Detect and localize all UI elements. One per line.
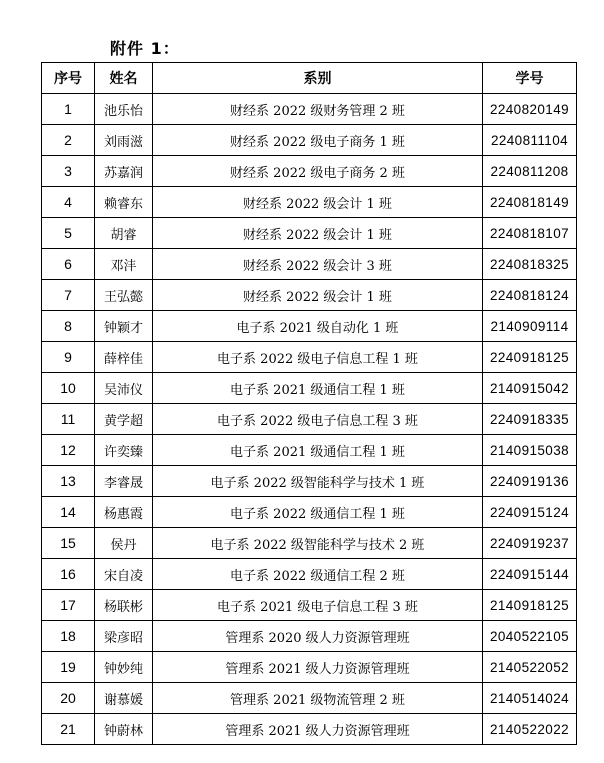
cell-name: 苏嘉润 bbox=[95, 156, 153, 187]
table-row bbox=[42, 652, 577, 683]
cell-student-id: 2140918125 bbox=[483, 590, 577, 621]
cell-name: 黄学超 bbox=[95, 404, 153, 435]
cell-department: 电子系 2022 级电子信息工程 3 班 bbox=[153, 404, 483, 435]
cell-seq: 17 bbox=[42, 590, 95, 621]
cell-name: 许奕臻 bbox=[95, 435, 153, 466]
cell-seq: 21 bbox=[42, 714, 95, 745]
cell-seq: 2 bbox=[42, 125, 95, 156]
cell-student-id: 2140522022 bbox=[483, 714, 577, 745]
cell-seq: 12 bbox=[42, 435, 95, 466]
table-row bbox=[42, 714, 577, 745]
table-row bbox=[42, 156, 577, 187]
cell-seq: 15 bbox=[42, 528, 95, 559]
cell-seq: 11 bbox=[42, 404, 95, 435]
cell-name: 杨联彬 bbox=[95, 590, 153, 621]
cell-department: 财经系 2022 级会计 1 班 bbox=[153, 218, 483, 249]
attachment-label: 附件 1： bbox=[110, 39, 180, 58]
cell-department: 电子系 2021 级通信工程 1 班 bbox=[153, 373, 483, 404]
cell-seq: 9 bbox=[42, 342, 95, 373]
cell-name: 邓沣 bbox=[95, 249, 153, 280]
cell-seq: 8 bbox=[42, 311, 95, 342]
cell-name: 杨惠霞 bbox=[95, 497, 153, 528]
cell-department: 管理系 2020 级人力资源管理班 bbox=[153, 621, 483, 652]
table-row bbox=[42, 249, 577, 280]
header-name: 姓名 bbox=[95, 63, 153, 94]
cell-student-id: 2140915038 bbox=[483, 435, 577, 466]
cell-seq: 18 bbox=[42, 621, 95, 652]
cell-name: 王弘懿 bbox=[95, 280, 153, 311]
table-row bbox=[42, 218, 577, 249]
cell-student-id: 2240919136 bbox=[483, 466, 577, 497]
cell-name: 谢慕媛 bbox=[95, 683, 153, 714]
cell-department: 电子系 2022 级通信工程 2 班 bbox=[153, 559, 483, 590]
cell-name: 钟妙纯 bbox=[95, 652, 153, 683]
cell-seq: 16 bbox=[42, 559, 95, 590]
cell-student-id: 2040522105 bbox=[483, 621, 577, 652]
cell-name: 梁彦昭 bbox=[95, 621, 153, 652]
table-row bbox=[42, 94, 577, 125]
cell-student-id: 2240918125 bbox=[483, 342, 577, 373]
cell-department: 电子系 2021 级通信工程 1 班 bbox=[153, 435, 483, 466]
cell-department: 管理系 2021 级人力资源管理班 bbox=[153, 652, 483, 683]
cell-name: 李睿晟 bbox=[95, 466, 153, 497]
cell-department: 电子系 2021 级电子信息工程 3 班 bbox=[153, 590, 483, 621]
cell-student-id: 2240915124 bbox=[483, 497, 577, 528]
cell-name: 吴沛仪 bbox=[95, 373, 153, 404]
cell-student-id: 2240811208 bbox=[483, 156, 577, 187]
cell-department: 财经系 2022 级电子商务 1 班 bbox=[153, 125, 483, 156]
cell-seq: 13 bbox=[42, 466, 95, 497]
cell-student-id: 2140514024 bbox=[483, 683, 577, 714]
cell-name: 宋自凌 bbox=[95, 559, 153, 590]
cell-seq: 6 bbox=[42, 249, 95, 280]
cell-student-id: 2240818107 bbox=[483, 218, 577, 249]
table-row bbox=[42, 187, 577, 218]
table-row bbox=[42, 435, 577, 466]
cell-seq: 3 bbox=[42, 156, 95, 187]
cell-seq: 4 bbox=[42, 187, 95, 218]
cell-department: 电子系 2022 级智能科学与技术 2 班 bbox=[153, 528, 483, 559]
table-row bbox=[42, 590, 577, 621]
cell-seq: 20 bbox=[42, 683, 95, 714]
cell-department: 管理系 2021 级物流管理 2 班 bbox=[153, 683, 483, 714]
cell-department: 财经系 2022 级会计 1 班 bbox=[153, 187, 483, 218]
cell-department: 管理系 2021 级人力资源管理班 bbox=[153, 714, 483, 745]
cell-department: 财经系 2022 级财务管理 2 班 bbox=[153, 94, 483, 125]
table-row bbox=[42, 280, 577, 311]
cell-name: 池乐怡 bbox=[95, 94, 153, 125]
table-row bbox=[42, 466, 577, 497]
cell-seq: 7 bbox=[42, 280, 95, 311]
cell-student-id: 2240915144 bbox=[483, 559, 577, 590]
cell-seq: 10 bbox=[42, 373, 95, 404]
cell-department: 财经系 2022 级会计 3 班 bbox=[153, 249, 483, 280]
table-header-row bbox=[42, 63, 577, 94]
cell-student-id: 2240818149 bbox=[483, 187, 577, 218]
cell-department: 电子系 2022 级电子信息工程 1 班 bbox=[153, 342, 483, 373]
cell-student-id: 2240818124 bbox=[483, 280, 577, 311]
table-row bbox=[42, 621, 577, 652]
table-row bbox=[42, 125, 577, 156]
cell-seq: 1 bbox=[42, 94, 95, 125]
cell-student-id: 2240820149 bbox=[483, 94, 577, 125]
cell-department: 财经系 2022 级电子商务 2 班 bbox=[153, 156, 483, 187]
table-row bbox=[42, 342, 577, 373]
cell-student-id: 2240919237 bbox=[483, 528, 577, 559]
table-body bbox=[42, 94, 577, 745]
cell-student-id: 2240818325 bbox=[483, 249, 577, 280]
header-seq: 序号 bbox=[42, 63, 95, 94]
cell-seq: 5 bbox=[42, 218, 95, 249]
cell-name: 钟蔚林 bbox=[95, 714, 153, 745]
cell-seq: 19 bbox=[42, 652, 95, 683]
student-roster-table bbox=[41, 62, 577, 745]
table-row bbox=[42, 683, 577, 714]
cell-name: 侯丹 bbox=[95, 528, 153, 559]
cell-name: 赖睿东 bbox=[95, 187, 153, 218]
header-department: 系别 bbox=[153, 63, 483, 94]
cell-department: 电子系 2022 级智能科学与技术 1 班 bbox=[153, 466, 483, 497]
cell-name: 钟颖才 bbox=[95, 311, 153, 342]
table-row bbox=[42, 528, 577, 559]
cell-student-id: 2140909114 bbox=[483, 311, 577, 342]
cell-student-id: 2240811104 bbox=[483, 125, 577, 156]
table-row bbox=[42, 373, 577, 404]
table-row bbox=[42, 559, 577, 590]
cell-department: 电子系 2022 级通信工程 1 班 bbox=[153, 497, 483, 528]
cell-name: 胡睿 bbox=[95, 218, 153, 249]
table-row bbox=[42, 311, 577, 342]
cell-student-id: 2140915042 bbox=[483, 373, 577, 404]
table-row bbox=[42, 497, 577, 528]
cell-department: 电子系 2021 级自动化 1 班 bbox=[153, 311, 483, 342]
cell-name: 刘雨滋 bbox=[95, 125, 153, 156]
cell-name: 薛梓佳 bbox=[95, 342, 153, 373]
header-student-id: 学号 bbox=[483, 63, 577, 94]
cell-seq: 14 bbox=[42, 497, 95, 528]
table-row bbox=[42, 404, 577, 435]
cell-student-id: 2240918335 bbox=[483, 404, 577, 435]
cell-department: 财经系 2022 级会计 1 班 bbox=[153, 280, 483, 311]
cell-student-id: 2140522052 bbox=[483, 652, 577, 683]
